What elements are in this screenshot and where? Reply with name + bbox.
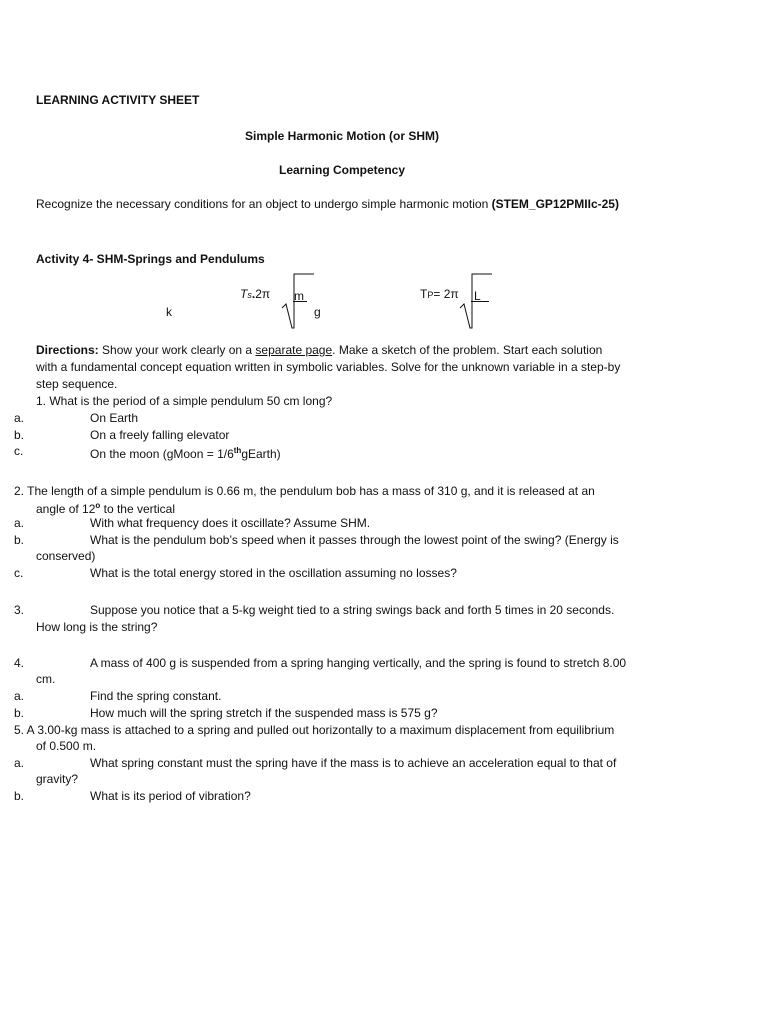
question-1c-text <box>90 443 281 462</box>
competency-statement <box>36 196 619 212</box>
question-5-line-1: 5. A 3.00-kg mass is attached to a spring and pulled out horizontally to a maximum displacement from equilibrium <box>14 723 615 737</box>
competency-text: Recognize the necessary conditions for an object to undergo simple harmonic motion <box>36 197 489 211</box>
question-1b-label: b. <box>14 428 25 442</box>
activity-title: Activity 4- SHM-Springs and Pendulums <box>36 252 265 266</box>
question-1c-pre: On the moon (gMoon = 1/6 <box>90 447 234 461</box>
question-3-line-1: Suppose you notice that a 5-kg weight tied to a string swings back and forth 5 times in 20 seconds. <box>90 603 615 617</box>
spring-period-dot: . <box>251 287 256 301</box>
competency-code: (STEM_GP12PMIIc-25) <box>491 197 619 211</box>
topic-title: Simple Harmonic Motion (or SHM) <box>245 129 440 143</box>
question-2a-label: a. <box>14 516 25 530</box>
question-2-line-1: 2. The length of a simple pendulum is 0.66 m, the pendulum bob has a mass of 310 g, and it is released at an <box>14 484 595 498</box>
directions-line-3: step sequence. <box>36 377 118 391</box>
question-1b-text: On a freely falling elevator <box>90 428 230 442</box>
question-4-line-1: A mass of 400 g is suspended from a spring hanging vertically, and the spring is found to stretch 8.00 <box>90 656 627 670</box>
question-5a-continuation: gravity? <box>36 772 79 786</box>
question-5b-label: b. <box>14 789 25 803</box>
pendulum-period-formula <box>310 280 510 340</box>
question-2b-continuation: conserved) <box>36 549 96 563</box>
question-1c-superscript: th <box>233 446 242 455</box>
question-5-line-2: of 0.500 m. <box>36 739 97 753</box>
question-4a-label: a. <box>14 689 25 703</box>
pendulum-period-lhs <box>420 286 459 303</box>
question-5b-text: What is its period of vibration? <box>90 789 251 803</box>
question-4b-text: How much will the spring stretch if the suspended mass is 575 g? <box>90 706 438 720</box>
question-3-line-2: How long is the string? <box>36 620 158 634</box>
pendulum-radical-denominator: g <box>314 305 321 319</box>
pendulum-period-two-pi: = 2π <box>433 287 459 301</box>
question-4b-label: b. <box>14 706 25 720</box>
question-1a-label: a. <box>14 411 25 425</box>
directions-text-pre: Show your work clearly on a <box>98 343 256 357</box>
question-1c-post: gEarth) <box>241 447 281 461</box>
question-5a-label: a. <box>14 756 25 770</box>
pendulum-period-subscript: P <box>427 290 434 300</box>
question-4-number: 4. <box>14 656 25 670</box>
question-2c-text: What is the total energy stored in the oscillation assuming no losses? <box>90 566 457 580</box>
question-4-line-2: cm. <box>36 672 56 686</box>
directions-line-2: with a fundamental concept equation written in symbolic variables. Solve for the unknown variable in a step-by <box>36 360 621 374</box>
spring-period-lhs <box>240 286 270 303</box>
question-2b-label: b. <box>14 533 25 547</box>
spring-period-symbol: T <box>240 287 248 301</box>
pendulum-radical-numerator: L <box>474 289 481 303</box>
pendulum-fraction-bar <box>471 301 489 302</box>
sheet-title: LEARNING ACTIVITY SHEET <box>36 93 200 107</box>
spring-period-two-pi: 2π <box>255 287 271 301</box>
question-2-angle-post: to the vertical <box>100 502 175 516</box>
question-2-angle-pre: angle of 12 <box>36 502 96 516</box>
spring-fraction-bar <box>293 301 307 302</box>
question-1a-text: On Earth <box>90 411 139 425</box>
question-3-number: 3. <box>14 603 25 617</box>
question-4a-text: Find the spring constant. <box>90 689 222 703</box>
question-2c-label: c. <box>14 566 24 580</box>
question-2a-text: With what frequency does it oscillate? Assume SHM. <box>90 516 371 530</box>
question-2-degree-sup: o <box>95 501 101 510</box>
question-2b-text: What is the pendulum bob’s speed when it passes through the lowest point of the swing? (Energy is <box>90 533 619 547</box>
spring-radical-denominator: k <box>166 305 172 319</box>
spring-radical-numerator: m <box>294 289 304 303</box>
spring-period-subscript: s <box>247 290 252 300</box>
question-1c-label: c. <box>14 444 24 458</box>
question-5a-text: What spring constant must the spring have if the mass is to achieve an acceleration equal to that of <box>90 756 617 770</box>
competency-heading: Learning Competency <box>279 163 406 177</box>
separate-page-text: separate page <box>255 343 333 357</box>
directions-label: Directions: <box>36 343 99 357</box>
question-1-stem: 1. What is the period of a simple pendulum 50 cm long? <box>36 394 333 408</box>
directions-text-post: . Make a sketch of the problem. Start each solution <box>332 343 603 357</box>
pendulum-period-symbol: T <box>420 287 428 301</box>
directions-line-1 <box>36 342 602 358</box>
